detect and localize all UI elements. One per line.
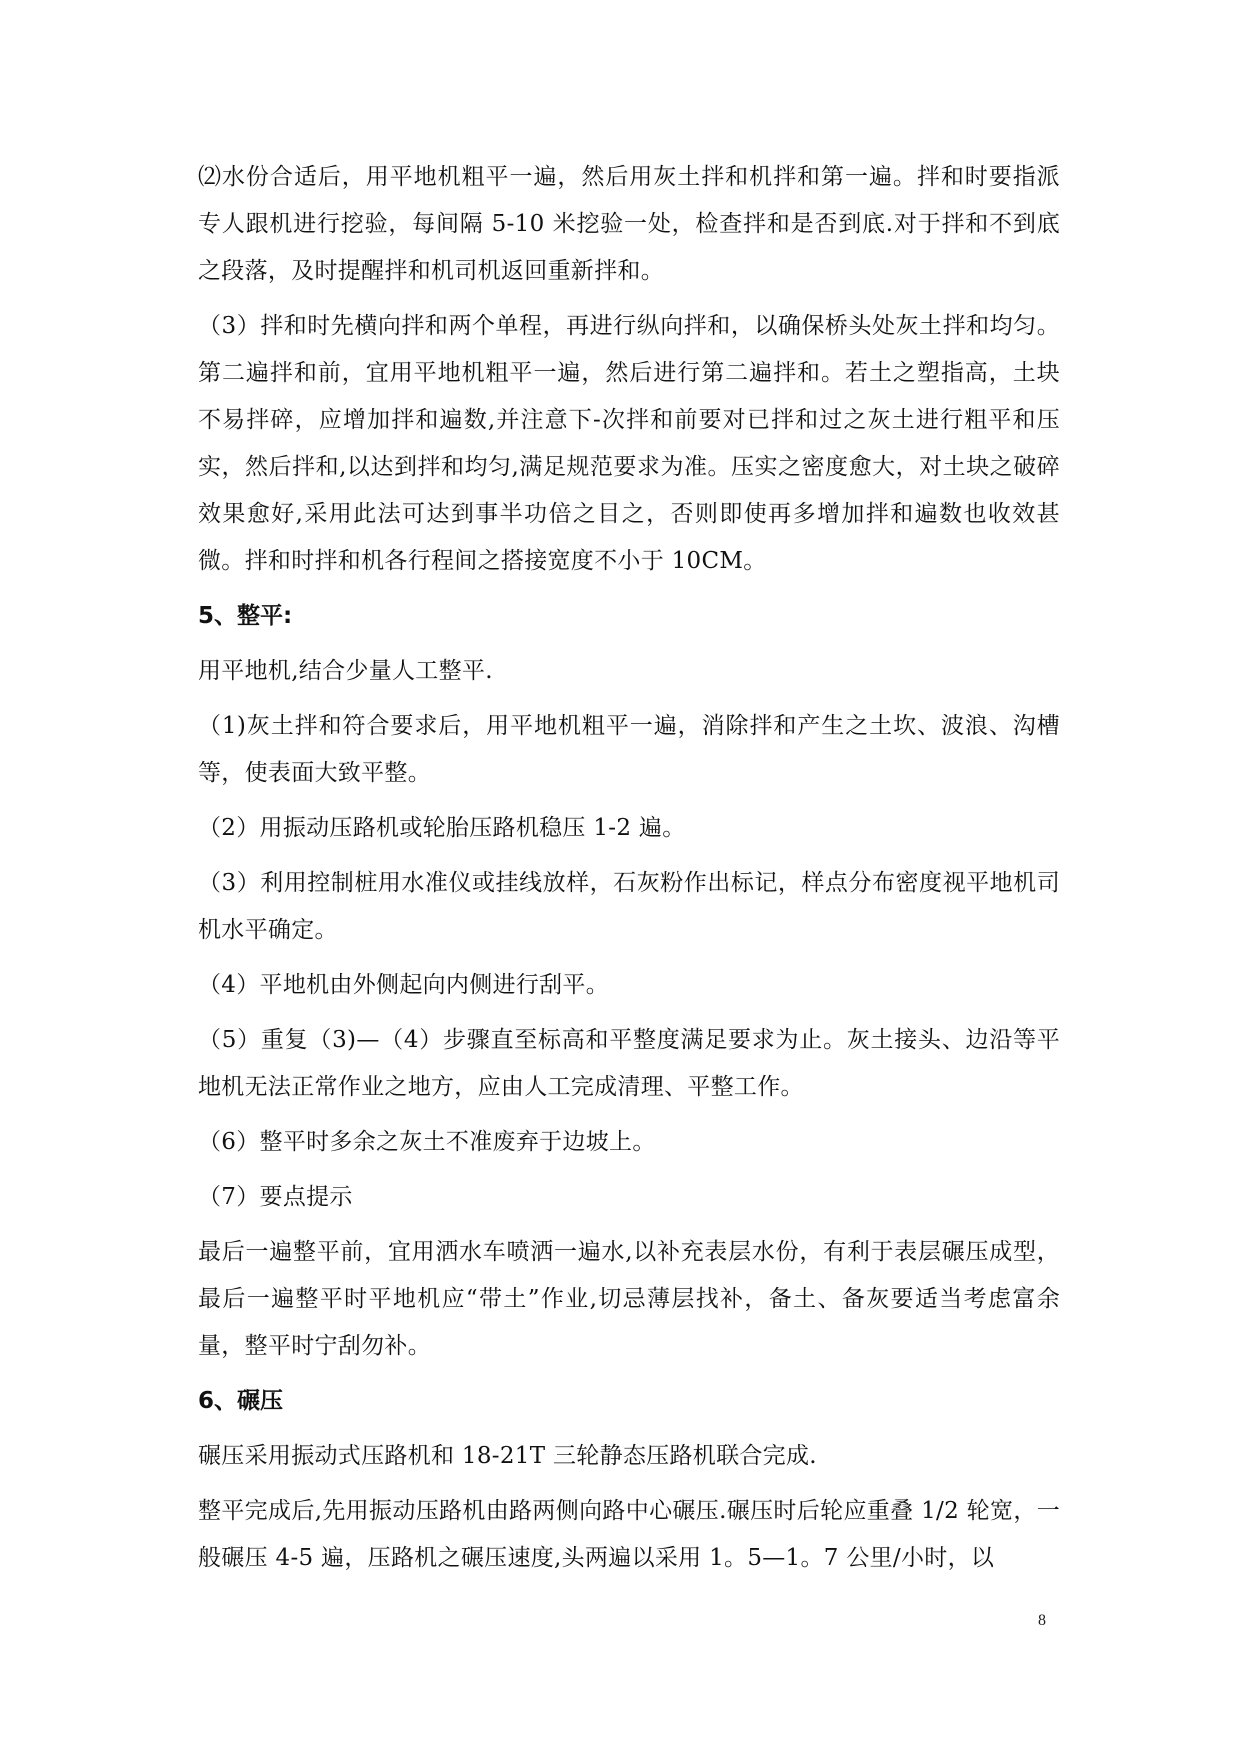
section-heading-leveling: 5、整平: [198,603,293,629]
paragraph-leveling-step-4: （4）平地机由外侧起向内侧进行刮平。 [198,972,610,998]
paragraph-leveling-step-3: （3）利用控制桩用水准仪或挂线放样，石灰粉作出标记，样点分布密度视平地机司机水平确定。 [198,870,1060,943]
paragraph-leveling-tips: 最后一遍整平前，宜用洒水车喷洒一遍水,以补充表层水份，有利于表层碾压成型，最后一遍整平时平地机应“带土”作业,切忌薄层找补，备土、备灰要适当考虑富余量，整平时宁刮勿补。 [198,1239,1060,1359]
paragraph-leveling-step-1: （1)灰土拌和符合要求后，用平地机粗平一遍，消除拌和产生之土坎、波浪、沟槽等，使表面大致平整。 [198,713,1060,786]
paragraph-leveling-step-5: （5）重复（3)—（4）步骤直至标高和平整度满足要求为止。灰土接头、边沿等平地机无法正常作业之地方，应由人工完成清理、平整工作。 [198,1027,1060,1100]
paragraph-leveling-step-2: （2）用振动压路机或轮胎压路机稳压 1-2 遍。 [198,815,686,841]
paragraph-leveling-intro: 用平地机,结合少量人工整平. [198,658,493,684]
paragraph-compaction-process: 整平完成后,先用振动压路机由路两侧向路中心碾压.碾压时后轮应重叠 1/2 轮宽，一般碾压 4-5 遍，压路机之碾压速度,头两遍以采用 1。5—1。7 公里/小时，以 [198,1498,1060,1571]
page-number: 8 [1038,1612,1046,1629]
document-body [198,154,1060,1582]
paragraph-compaction-equipment: 碾压采用振动式压路机和 18-21T 三轮静态压路机联合完成. [198,1443,817,1469]
paragraph-mixing-sequence: （3）拌和时先横向拌和两个单程，再进行纵向拌和，以确保桥头处灰土拌和均匀。第二遍拌和前，宜用平地机粗平一遍，然后进行第二遍拌和。若土之塑指高，土块不易拌碎，应增加拌和遍数,并注意下-次拌和前要对已拌和过之灰土进行粗平和压实，然后拌和,以达到拌和均匀,满足规范要求为准。压实之密度愈大，对土块之破碎效果愈好,采用此法可达到事半功倍之目之，否则即使再多增加拌和遍数也收效甚微。拌和时拌和机各行程间之搭接宽度不小于 10CM。 [198,313,1060,574]
section-heading-compaction: 6、碾压 [198,1388,284,1414]
paragraph-leveling-step-6: （6）整平时多余之灰土不准废弃于边坡上。 [198,1129,656,1155]
paragraph-leveling-step-7: （7）要点提示 [198,1184,353,1210]
paragraph-mixing-water: ⑵水份合适后，用平地机粗平一遍，然后用灰土拌和机拌和第一遍。拌和时要指派专人跟机进行挖验，每间隔 5-10 米挖验一处，检查拌和是否到底.对于拌和不到底之段落，及时提醒拌和机司机返回重新拌和。 [198,164,1060,284]
